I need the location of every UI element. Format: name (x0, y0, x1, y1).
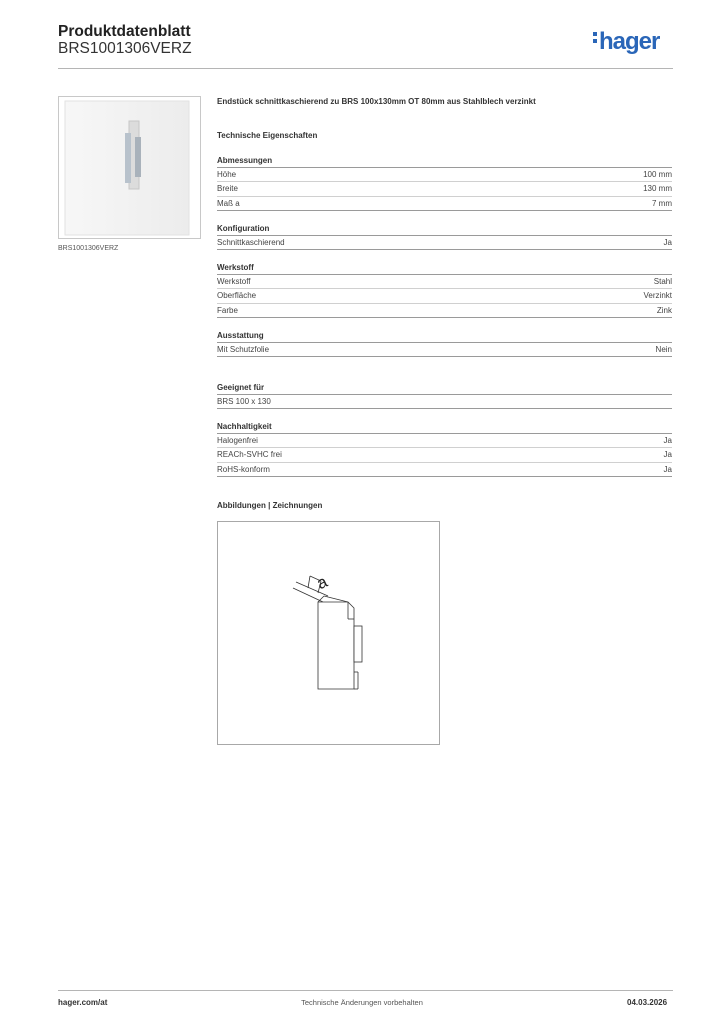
group-geeignet-fuer (217, 382, 672, 409)
product-image-caption: BRS1001306VERZ (58, 245, 119, 252)
group-werkstoff (217, 262, 672, 318)
dimension-drawing-icon (218, 522, 439, 744)
section-title-technical: Technische Eigenschaften (217, 131, 318, 140)
spec-label: Schnittkaschierend (217, 238, 285, 247)
header-divider (58, 68, 673, 69)
spec-row (217, 434, 672, 448)
spec-label: Halogenfrei (217, 436, 258, 445)
group-title: Ausstattung (217, 330, 672, 343)
spec-label: Höhe (217, 170, 237, 179)
spec-row (217, 182, 672, 196)
spec-label: Breite (217, 184, 238, 194)
spec-row (217, 304, 672, 318)
spec-row (217, 395, 672, 409)
document-title: Produktdatenblatt (58, 23, 191, 40)
spec-row (217, 236, 672, 250)
spec-label: REACh-SVHC frei (217, 450, 282, 460)
spec-value: Verzinkt (643, 291, 672, 301)
spec-row (217, 448, 672, 462)
spec-value: 100 mm (643, 170, 672, 179)
spec-row (217, 275, 672, 289)
product-image (58, 96, 201, 239)
spec-row (217, 343, 672, 357)
spec-value: Ja (663, 464, 672, 474)
group-abmessungen (217, 155, 672, 211)
dimension-label: a (313, 571, 331, 594)
spec-value: 130 mm (643, 184, 672, 194)
group-nachhaltigkeit (217, 421, 672, 477)
logo-text: hager (599, 28, 660, 55)
spec-label: Mit Schutzfolie (217, 345, 270, 354)
spec-value: Nein (655, 345, 672, 354)
group-title: Werkstoff (217, 262, 672, 275)
product-description: Endstück schnittkaschierend zu BRS 100x130mm OT 80mm aus Stahlblech verzinkt (217, 97, 536, 106)
spec-label: Oberfläche (217, 291, 257, 301)
spec-label: BRS 100 x 130 (217, 397, 271, 406)
group-title: Konfiguration (217, 223, 672, 236)
footer-website[interactable]: hager.com/at (58, 998, 108, 1007)
spec-label: Werkstoff (217, 277, 251, 286)
spec-value: Stahl (653, 277, 672, 286)
group-ausstattung (217, 330, 672, 357)
spec-value: Ja (663, 238, 672, 247)
spec-value: Ja (663, 436, 672, 445)
group-konfiguration (217, 223, 672, 250)
spec-label: Maß a (217, 198, 240, 208)
footer-divider (58, 990, 673, 991)
hager-logo (593, 28, 659, 56)
footer-date: 04.03.2026 (627, 998, 668, 1007)
spec-value: Ja (663, 450, 672, 460)
footer-notice: Technische Änderungen vorbehalten (301, 998, 423, 1007)
group-title: Nachhaltigkeit (217, 421, 672, 434)
technical-drawing (217, 521, 440, 745)
spec-label: Farbe (217, 305, 238, 315)
drawings-title: Abbildungen | Zeichnungen (217, 501, 323, 510)
spec-row (217, 168, 672, 182)
end-piece-photo-icon (59, 97, 200, 238)
group-title: Geeignet für (217, 382, 672, 395)
spec-value: 7 mm (652, 198, 672, 208)
spec-row (217, 463, 672, 477)
spec-label: RoHS-konform (217, 464, 270, 474)
spec-row (217, 289, 672, 303)
logo-dots-icon (593, 32, 597, 46)
spec-value: Zink (656, 305, 672, 315)
product-code: BRS1001306VERZ (58, 40, 192, 57)
spec-row (217, 197, 672, 211)
group-title: Abmessungen (217, 155, 672, 168)
